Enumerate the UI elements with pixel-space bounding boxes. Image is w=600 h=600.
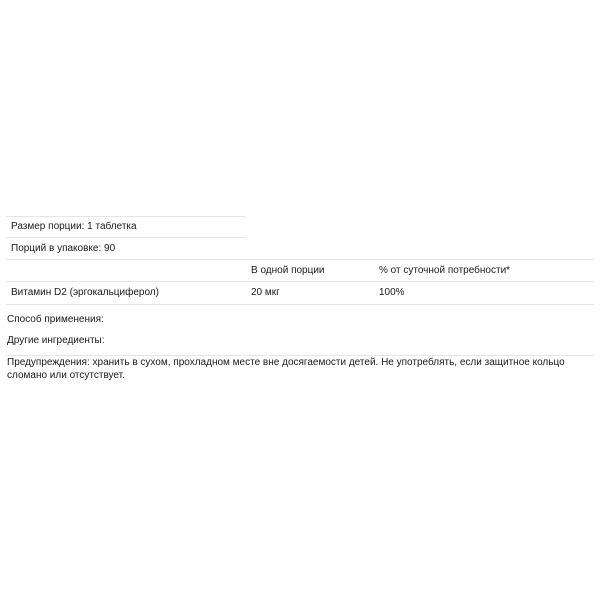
usage-heading: Способ применения:	[7, 314, 104, 325]
warnings-text: Предупреждения: хранить в сухом, прохладном месте вне досягаемости детей. Не употреблять, если защитное кольцо сломано или отсутствует.	[7, 357, 565, 381]
ingredient-daily-value: 100%	[379, 287, 405, 298]
ingredient-amount: 20 мкг	[251, 287, 280, 298]
table-header-row	[6, 260, 594, 281]
column-header-daily-value: % от суточной потребности*	[379, 265, 511, 276]
servings-per-container-text: Порций в упаковке: 90	[11, 243, 116, 254]
serving-size-text: Размер порции: 1 таблетка	[11, 221, 137, 232]
table-row	[6, 282, 594, 303]
other-ingredients-heading: Другие ингредиенты:	[7, 335, 105, 346]
column-header-amount: В одной порции	[251, 265, 325, 276]
serving-size-row	[6, 216, 594, 237]
supplement-facts-table	[6, 216, 594, 303]
ingredient-name: Витамин D2 (эргокальциферол)	[11, 287, 159, 298]
servings-per-container-row	[6, 238, 594, 259]
product-notes	[6, 313, 594, 382]
table-divider	[6, 304, 594, 305]
